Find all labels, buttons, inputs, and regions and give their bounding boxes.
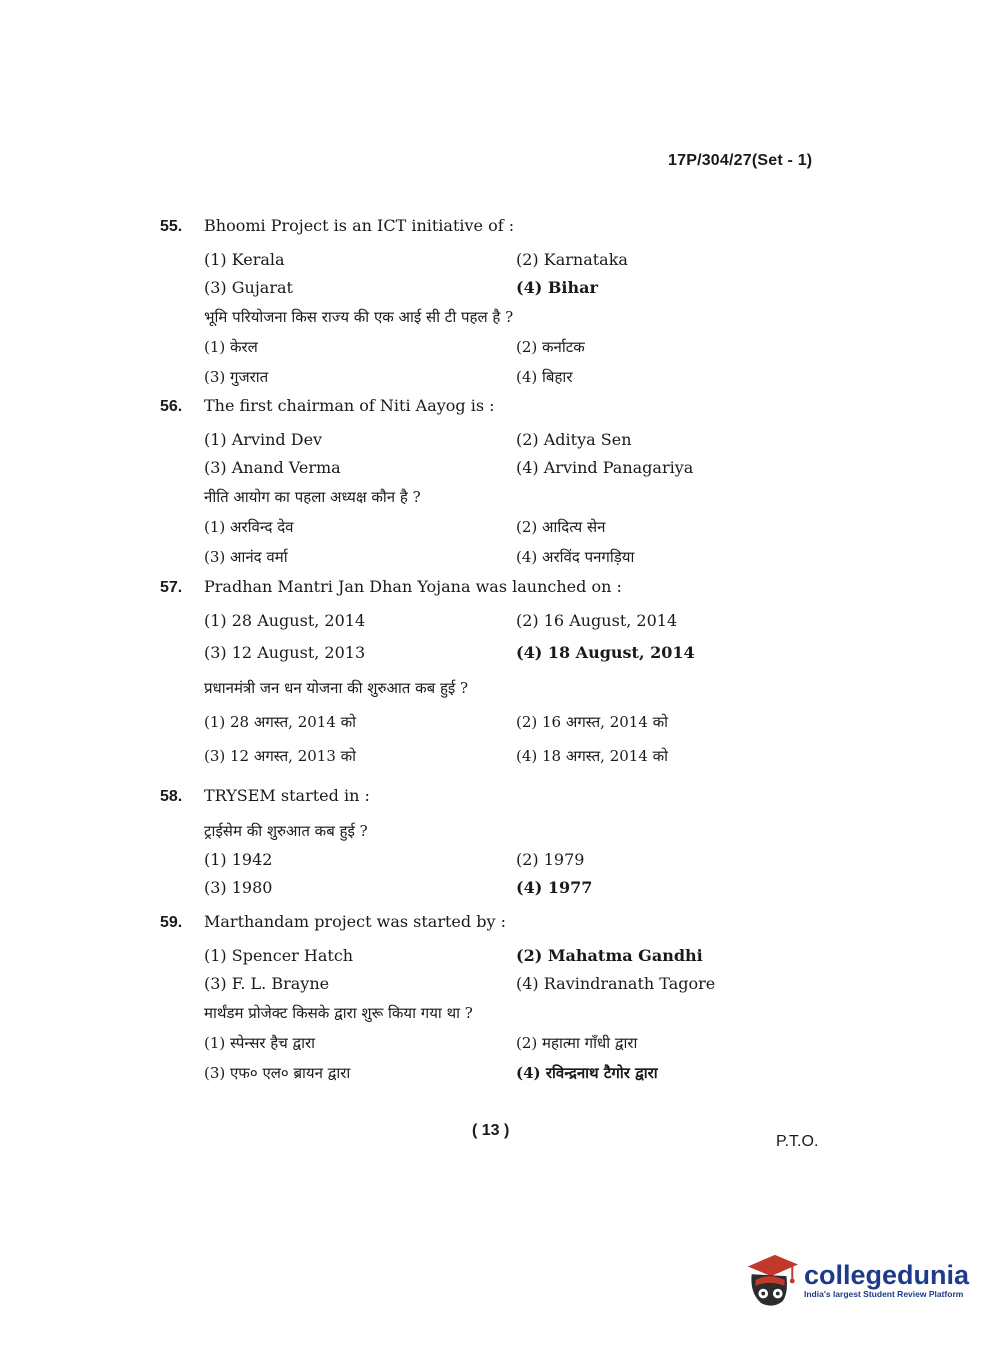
question-number: 57. [160,579,183,596]
question-number: 58. [160,788,183,805]
question-55 [160,216,780,392]
option-1-en: (1) Kerala [204,250,285,269]
question-57 [160,577,780,771]
options [204,846,780,902]
option-3-hi: (3) 12 अगस्त, 2013 को [204,747,357,765]
brand-watermark [742,1248,972,1312]
options-en [204,426,780,482]
question-number: 56. [160,398,183,415]
question-text-hi: प्रधानमंत्री जन धन योजना की शुरुआत कब हुई ? [204,679,469,697]
question-58 [160,786,780,902]
question-text-hi: नीति आयोग का पहला अध्यक्ष कौन है ? [204,488,421,506]
option-4-en: (4) 18 August, 2014 [516,643,695,662]
options-en [204,246,780,302]
option-4-hi: (4) 18 अगस्त, 2014 को [516,747,669,765]
option-4-en: (4) Arvind Panagariya [516,458,694,477]
header-code: 17P/304/27(Set - 1) [668,152,813,169]
option-3-hi: (3) आनंद वर्मा [204,548,288,566]
brand-name: collegedunia [804,1260,970,1290]
option-4-hi: (4) बिहार [516,368,573,386]
options-hi [204,1028,780,1088]
option-1-en: (1) 28 August, 2014 [204,611,366,630]
option-3: (3) 1980 [204,878,273,897]
option-3-en: (3) Anand Verma [204,458,341,477]
option-1: (1) 1942 [204,850,273,869]
collegedunia-logo-icon [742,1251,800,1309]
options-hi [204,707,780,771]
option-4-en: (4) Ravindranath Tagore [516,974,716,993]
question-text-en: The first chairman of Niti Aayog is : [204,396,495,415]
option-1-hi: (1) 28 अगस्त, 2014 को [204,713,357,731]
option-2-en: (2) Karnataka [516,250,628,269]
question-text-en: Bhoomi Project is an ICT initiative of : [204,216,515,235]
page-number: ( 13 ) [472,1122,510,1139]
question-text-en: Pradhan Mantri Jan Dhan Yojana was launched on : [204,577,622,596]
options-hi [204,332,780,392]
question-text-hi: भूमि परियोजना किस राज्य की एक आई सी टी पहल है ? [204,308,514,326]
option-2-hi: (2) कर्नाटक [516,338,585,356]
options-hi [204,512,780,572]
option-2-en: (2) Mahatma Gandhi [516,946,703,965]
option-1-hi: (1) केरल [204,338,258,356]
pto-label: P.T.O. [776,1133,819,1150]
option-4: (4) 1977 [516,878,593,897]
option-2-en: (2) Aditya Sen [516,430,632,449]
option-4-hi: (4) अरविंद पनगड़िया [516,548,635,566]
option-1-hi: (1) अरविन्द देव [204,518,294,536]
option-4-hi: (4) रविन्द्रनाथ टैगोर द्वारा [516,1064,658,1082]
brand-tagline: India's largest Student Review Platform [804,1289,964,1299]
options-en [204,607,780,667]
question-text-hi: ट्राईसेम की शुरुआत कब हुई ? [204,822,368,840]
option-3-en: (3) Gujarat [204,278,293,297]
question-59 [160,912,780,1088]
option-2-en: (2) 16 August, 2014 [516,611,678,630]
option-1-hi: (1) स्पेन्सर हैच द्वारा [204,1034,316,1052]
option-2-hi: (2) महात्मा गाँधी द्वारा [516,1034,638,1052]
option-3-en: (3) F. L. Brayne [204,974,330,993]
option-2-hi: (2) आदित्य सेन [516,518,606,536]
option-1-en: (1) Arvind Dev [204,430,323,449]
question-number: 59. [160,914,183,931]
option-3-hi: (3) एफ० एल० ब्रायन द्वारा [204,1064,351,1082]
option-3-en: (3) 12 August, 2013 [204,643,366,662]
option-1-en: (1) Spencer Hatch [204,946,354,965]
question-56 [160,396,780,572]
options-en [204,942,780,998]
question-text-hi: मार्थंडम प्रोजेक्ट किसके द्वारा शुरू किया गया था ? [204,1004,473,1022]
option-4-en: (4) Bihar [516,278,598,297]
question-text-en: Marthandam project was started by : [204,912,506,931]
option-3-hi: (3) गुजरात [204,368,269,386]
question-number: 55. [160,218,183,235]
option-2: (2) 1979 [516,850,585,869]
question-text-en: TRYSEM started in : [204,786,370,805]
option-2-hi: (2) 16 अगस्त, 2014 को [516,713,669,731]
